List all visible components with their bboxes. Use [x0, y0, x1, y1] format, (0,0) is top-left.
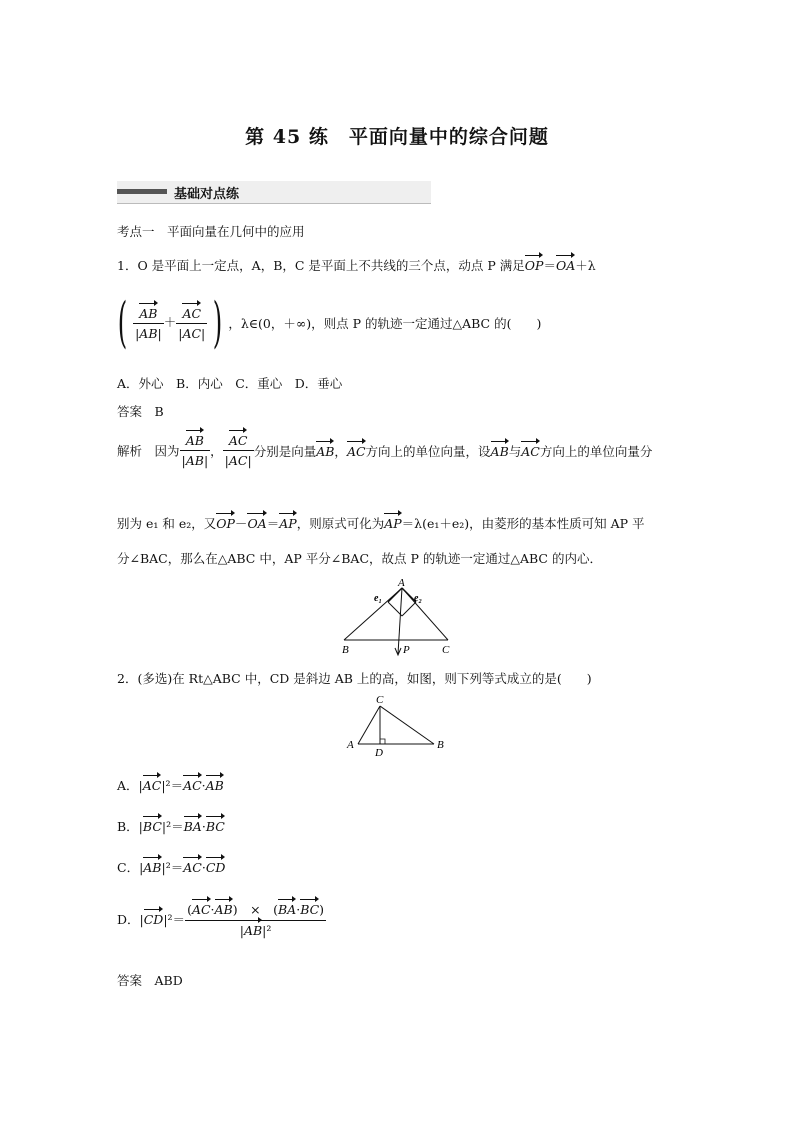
q1-stem-text: O 是平面上一定点，A，B，C 是平面上不共线的三个点，动点 P 满足: [137, 258, 525, 273]
dot-operator: ·: [201, 778, 206, 793]
q2-stem: 2．(多选)在 Rt△ABC 中，CD 是斜边 AB 上的高，如图，则下列等式成立的是( ): [117, 671, 592, 686]
vector-AP: AP: [384, 516, 402, 531]
option-text: |²＝: [161, 819, 184, 834]
option-text: |²＝: [161, 778, 184, 793]
dot-operator: ·: [210, 902, 215, 917]
label-P: P: [403, 644, 410, 656]
dot-operator: ·: [296, 902, 301, 917]
label-A: A: [398, 577, 405, 589]
vector-BC: BC: [205, 819, 225, 834]
fraction-unit-AB: [133, 306, 164, 341]
vector-AC: AC: [521, 443, 540, 459]
q1-figure: [336, 574, 460, 658]
vector-AB: AB: [214, 902, 233, 917]
q1-analysis-line1: [117, 433, 652, 468]
vector-BA: BA: [183, 819, 202, 834]
vector-AP: AP: [279, 516, 297, 531]
vector-AB: AB: [490, 443, 509, 459]
q2-figure: [344, 692, 454, 760]
times-operator: ) × (: [232, 902, 278, 917]
label-D: D: [375, 747, 383, 759]
vector-AC: AC: [142, 778, 162, 793]
magnitude-AB: |AB|: [181, 453, 209, 468]
paren: (: [187, 902, 192, 917]
side-BC: [380, 706, 434, 744]
q1-answer: 答案 B: [117, 404, 164, 419]
vector-AC: AC: [228, 433, 248, 448]
section-header-label: 基础对点练: [174, 187, 240, 202]
dot-operator: ·: [201, 819, 206, 834]
analysis-text: 分别是向量: [253, 443, 317, 459]
analysis-text: 与: [508, 443, 522, 459]
label-e1: e₁: [374, 593, 382, 604]
q2-answer: 答案 ABD: [117, 973, 183, 988]
q2-option-a: [117, 776, 224, 794]
q1-stem-line2: [112, 291, 542, 354]
option-label: D．|: [117, 912, 144, 927]
frac-plus: ＋: [163, 314, 177, 330]
analysis-text: 方向上的单位向量分: [539, 443, 653, 459]
option-d-denominator: [185, 921, 326, 938]
rhombus-side: [388, 602, 402, 616]
q1-stem-tail: ，λ∈(0，＋∞)，则点 P 的轨迹一定通过△ABC 的( ): [228, 316, 542, 331]
analysis-comma: ，: [334, 443, 347, 459]
vector-OA: OA: [247, 516, 267, 531]
section-rule: [117, 203, 431, 204]
q1-plus-lambda: ＋λ: [575, 258, 596, 273]
vector-BC: BC: [300, 902, 320, 917]
q2-option-d: [117, 900, 326, 938]
bisector-AP: [398, 588, 402, 654]
analysis-comma: ，: [210, 443, 223, 459]
option-text: |²＝: [161, 860, 184, 875]
label-C: C: [376, 694, 384, 706]
vector-BC: BC: [142, 819, 162, 834]
side-AC: [358, 706, 380, 744]
vector-CD: CD: [205, 860, 226, 875]
label-C: C: [442, 644, 450, 656]
option-label: A．|: [117, 778, 143, 793]
page-title: 第 45 练 平面向量中的综合问题: [245, 126, 549, 148]
analysis-prefix: 解析 因为: [117, 443, 180, 459]
right-paren: ): [213, 291, 223, 354]
q1-eq: ＝: [543, 258, 556, 273]
q2-option-c: [117, 858, 225, 876]
vector-AC: AC: [182, 305, 202, 321]
q1-stem-line1: [117, 256, 596, 274]
vector-AB: AB: [185, 433, 204, 448]
vector-AB: AB: [143, 860, 162, 875]
magnitude-AC: |AC|: [178, 325, 206, 341]
q1-analysis-line3: 分∠BAC，那么在△ABC 中，AP 平分∠BAC，故点 P 的轨迹一定通过△ABC 的内心．: [117, 551, 602, 566]
dot-operator: ·: [201, 860, 206, 875]
vector-CD: CD: [143, 912, 164, 927]
left-paren: (: [117, 291, 128, 354]
vector-AC: AC: [183, 778, 202, 793]
analysis-fraction-AC: [223, 433, 254, 468]
vector-AB: AB: [139, 305, 158, 321]
analysis-text: ，则原式可化为: [296, 516, 385, 531]
section-header: [117, 181, 431, 203]
fraction-unit-AC: [176, 306, 207, 341]
q2-option-b: [117, 817, 225, 835]
equals-sign: ＝: [266, 516, 280, 531]
analysis-text: ＝λ(e₁＋e₂)，由菱形的基本性质可知 AP 平: [401, 516, 645, 531]
abs-bar-squared: |²: [262, 923, 272, 938]
analysis-fraction-AB: [180, 433, 211, 468]
analysis-text: 别为 e₁ 和 e₂，又: [117, 516, 217, 531]
option-label: B．|: [117, 819, 143, 834]
abs-bar: |: [239, 923, 244, 938]
vector-AC: AC: [346, 443, 366, 459]
option-text: |²＝: [163, 912, 186, 927]
topic-heading: 考点一 平面向量在几何中的应用: [117, 224, 305, 239]
unit-vector-e1: [388, 588, 402, 602]
right-angle-mark: [380, 739, 385, 744]
option-d-numerator: [185, 900, 326, 921]
paren: ): [319, 902, 325, 917]
label-e2: e₂: [414, 593, 422, 604]
vector-AC: AC: [183, 860, 202, 875]
label-B: B: [342, 644, 349, 656]
magnitude-AB: |AB|: [135, 325, 162, 341]
vector-OP: OP: [524, 258, 544, 273]
vector-AB: AB: [316, 443, 335, 459]
section-header-bar-decoration: [117, 189, 167, 194]
option-d-fraction: [185, 900, 326, 938]
q1-analysis-line2: [117, 514, 645, 532]
vector-OP: OP: [216, 516, 235, 531]
q1-number: 1．: [117, 258, 138, 273]
rhombus-side: [402, 602, 416, 616]
minus-sign: －: [234, 516, 248, 531]
vector-OA: OA: [555, 258, 576, 273]
vector-AB: AB: [205, 778, 224, 793]
vector-AB: AB: [243, 923, 263, 938]
label-B: B: [437, 739, 444, 751]
vector-BA: BA: [277, 902, 297, 917]
q1-options: A．外心 B．内心 C．重心 D．垂心: [117, 376, 343, 391]
label-A: A: [347, 739, 354, 751]
analysis-text: 方向上的单位向量，设: [365, 443, 491, 459]
option-label: C．|: [117, 860, 144, 875]
vector-AC: AC: [191, 902, 211, 917]
magnitude-AC: |AC|: [224, 453, 252, 468]
